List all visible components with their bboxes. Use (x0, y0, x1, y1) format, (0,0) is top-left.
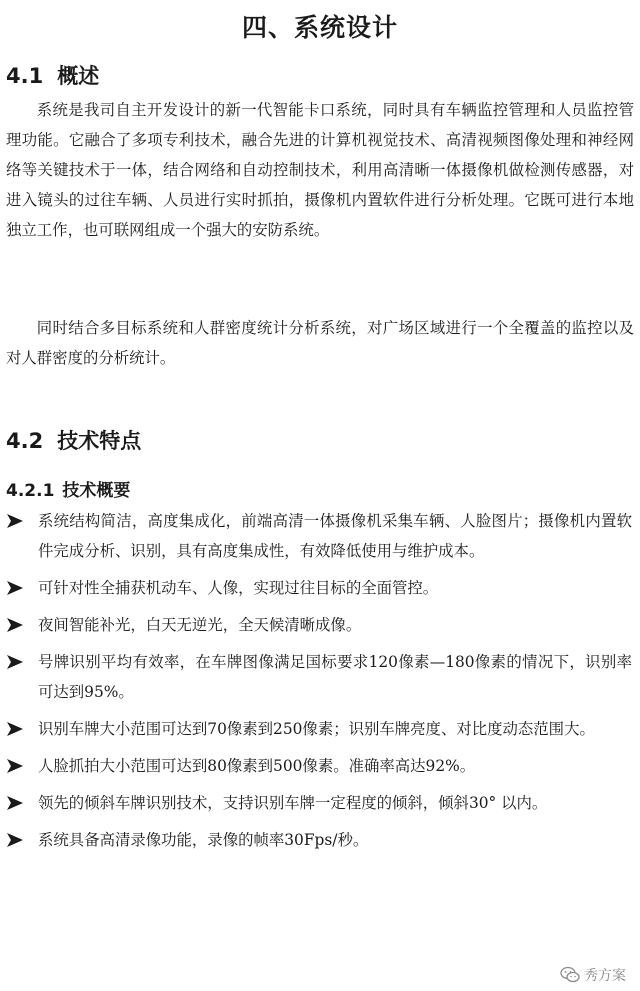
list-item (0, 825, 640, 855)
arrow-bullet-icon (6, 794, 24, 812)
list-item-text: 可针对性全捕获机动车、人像，实现过往目标的全面管控。 (38, 579, 439, 597)
section-heading-overview (6, 60, 99, 90)
wechat-icon (560, 966, 580, 984)
list-item-text: 人脸抓拍大小范围可达到80像素到500像素。准确率高达92%。 (38, 757, 476, 775)
list-item (0, 714, 640, 744)
list-item-text: 系统结构简洁，高度集成化，前端高清一体摄像机采集车辆、人脸图片；摄像机内置软件完成分析、识别，具有高度集成性，有效降低使用与维护成本。 (38, 512, 632, 560)
list-item (0, 506, 640, 566)
section-title: 概述 (57, 64, 100, 88)
section-title: 技术特点 (57, 429, 142, 453)
section-number: 4.2 (6, 429, 44, 453)
overview-paragraph-1: 系统是我司自主开发设计的新一代智能卡口系统，同时具有车辆监控管理和人员监控管理功能。它融合了多项专利技术，融合先进的计算机视觉技术、高清视频图像处理和神经网络等关键技术于一体，结合网络和自动控制技术，利用高清晰一体摄像机做检测传感器，对进入镜头的过往车辆、人员进行实时抓拍，摄像机内置软件进行分析处理。它既可进行本地独立工作，也可联网组成一个强大的安防系统。 (6, 101, 634, 239)
subsection-title: 技术概要 (62, 481, 131, 501)
arrow-bullet-icon (6, 757, 24, 775)
subsection-heading-summary (6, 476, 130, 501)
list-item (0, 573, 640, 603)
section-heading-features (6, 425, 141, 455)
list-item (0, 647, 640, 707)
list-item-text: 领先的倾斜车牌识别技术，支持识别车牌一定程度的倾斜，倾斜30° 以内。 (38, 794, 548, 812)
list-item (0, 751, 640, 781)
arrow-bullet-icon (6, 720, 24, 738)
page-title: 四、系统设计 (241, 13, 398, 42)
list-item (0, 788, 640, 818)
feature-list (0, 506, 640, 855)
arrow-bullet-icon (6, 831, 24, 849)
list-item (0, 610, 640, 640)
overview-paragraph-2: 同时结合多目标系统和人群密度统计分析系统，对广场区域进行一个全覆盖的监控以及对人群密度的分析统计。 (6, 319, 634, 367)
arrow-bullet-icon (6, 512, 24, 530)
watermark (560, 965, 626, 985)
section-number: 4.1 (6, 64, 44, 88)
arrow-bullet-icon (6, 579, 24, 597)
list-item-text: 识别车牌大小范围可达到70像素到250像素；识别车牌亮度、对比度动态范围大。 (38, 720, 595, 738)
watermark-text: 秀方案 (584, 968, 626, 984)
arrow-bullet-icon (6, 616, 24, 634)
list-item-text: 号牌识别平均有效率，在车牌图像满足国标要求120像素—180像素的情况下，识别率可达到95%。 (38, 653, 632, 701)
subsection-number: 4.2.1 (6, 481, 55, 501)
list-item-text: 夜间智能补光，白天无逆光，全天候清晰成像。 (38, 616, 362, 634)
list-item-text: 系统具备高清录像功能，录像的帧率30Fps/秒。 (38, 831, 369, 849)
arrow-bullet-icon (6, 653, 24, 671)
